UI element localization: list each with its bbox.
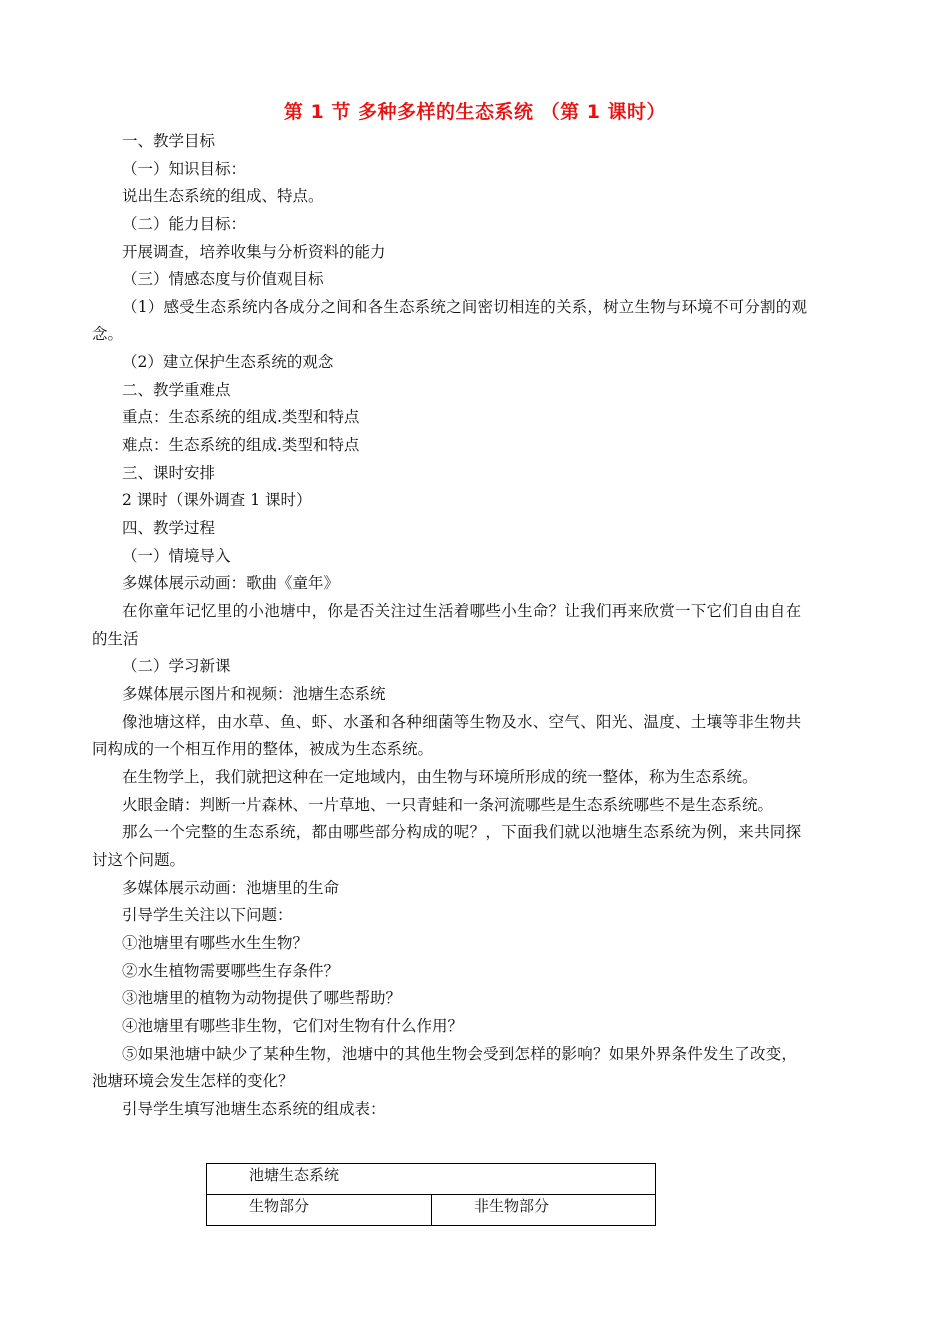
question-item: ①池塘里有哪些水生生物？ (122, 934, 309, 952)
paragraph: 2 课时（课外调查 1 课时） (122, 491, 312, 509)
table-header-cell: 池塘生态系统 (207, 1164, 656, 1195)
question-item: ⑤如果池塘中缺少了某种生物，池塘中的其他生物会受到怎样的影响？如果外界条件发生了改变， (122, 1045, 798, 1063)
table-cell-abiotic: 非生物部分 (432, 1195, 656, 1226)
subheading-knowledge-goals: （一）知识目标： (122, 160, 247, 178)
subheading-intro: （一）情境导入 (122, 547, 231, 565)
heading-teaching-process: 四、教学过程 (122, 519, 216, 537)
question-item: ④池塘里有哪些非生物，它们对生物有什么作用？ (122, 1017, 464, 1035)
paragraph: 像池塘这样，由水草、鱼、虾、水蚤和各种细菌等生物及水、空气、阳光、温度、土壤等非生物共 (122, 713, 802, 731)
subheading-ability-goals: （二）能力目标： (122, 215, 247, 233)
paragraph: 讨这个问题。 (92, 851, 186, 869)
paragraph: 重点：生态系统的组成.类型和特点 (122, 408, 360, 426)
paragraph: 多媒体展示图片和视频：池塘生态系统 (122, 685, 386, 703)
paragraph: 同构成的一个相互作用的整体，被成为生态系统。 (92, 740, 434, 758)
paragraph: 引导学生填写池塘生态系统的组成表： (122, 1100, 386, 1118)
paragraph: 念。 (92, 325, 124, 343)
paragraph: 多媒体展示动画：歌曲《童年》 (122, 574, 340, 592)
paragraph: （2）建立保护生态系统的观念 (122, 353, 334, 371)
paragraph: 火眼金睛：判断一片森林、一片草地、一只青蛙和一条河流哪些是生态系统哪些不是生态系统。 (122, 796, 774, 814)
heading-schedule: 三、课时安排 (122, 464, 216, 482)
heading-key-points: 二、教学重难点 (122, 381, 231, 399)
paragraph: 在你童年记忆里的小池塘中，你是否关注过生活着哪些小生命？让我们再来欣赏一下它们自由自在 (122, 602, 802, 620)
paragraph: 引导学生关注以下问题： (122, 906, 293, 924)
table-cell-biotic: 生物部分 (207, 1195, 432, 1226)
paragraph: 多媒体展示动画：池塘里的生命 (122, 879, 340, 897)
question-item: ③池塘里的植物为动物提供了哪些帮助？ (122, 989, 402, 1007)
ecosystem-composition-table (206, 1163, 656, 1226)
paragraph: （1）感受生态系统内各成分之间和各生态系统之间密切相连的关系，树立生物与环境不可分割的观 (122, 298, 808, 316)
document-title: 第 1 节 多种多样的生态系统 （第 1 课时） (283, 101, 667, 123)
heading-teaching-goals: 一、教学目标 (122, 132, 216, 150)
paragraph: 那么一个完整的生态系统，都由哪些部分构成的呢？，下面我们就以池塘生态系统为例，来共同探 (122, 823, 802, 841)
paragraph: 的生活 (92, 630, 139, 648)
paragraph: 开展调查，培养收集与分析资料的能力 (122, 243, 386, 261)
paragraph: 说出生态系统的组成、特点。 (122, 187, 324, 205)
paragraph: 难点：生态系统的组成.类型和特点 (122, 436, 360, 454)
paragraph: 池塘环境会发生怎样的变化？ (92, 1072, 294, 1090)
question-item: ②水生植物需要哪些生存条件？ (122, 962, 340, 980)
subheading-new-lesson: （二）学习新课 (122, 657, 231, 675)
subheading-attitude-goals: （三）情感态度与价值观目标 (122, 270, 324, 288)
paragraph: 在生物学上，我们就把这种在一定地域内，由生物与环境所形成的统一整体，称为生态系统。 (122, 768, 758, 786)
